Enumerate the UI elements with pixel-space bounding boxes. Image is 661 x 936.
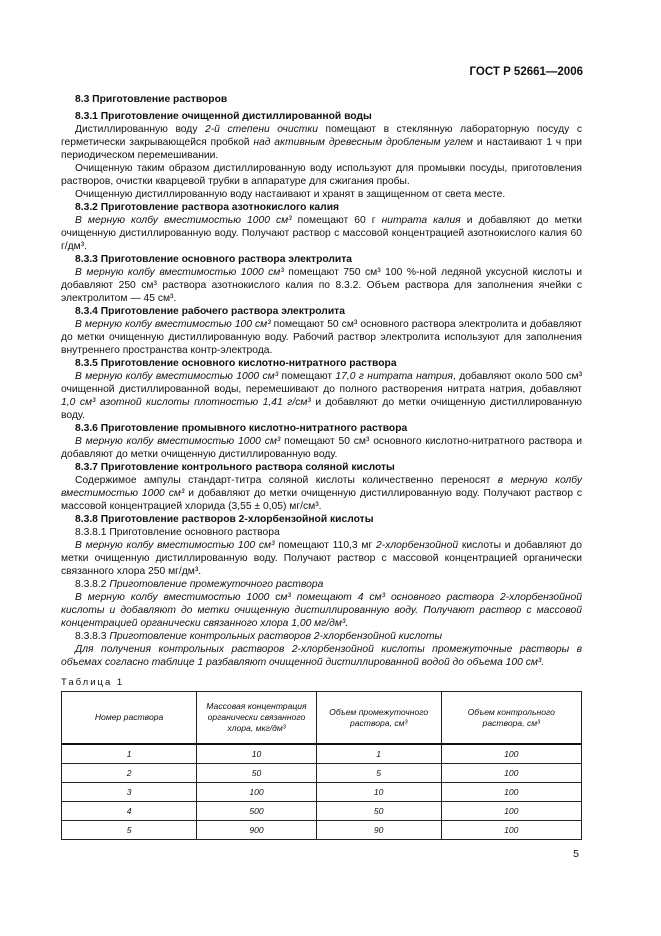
table-cell: 100 (441, 821, 581, 840)
section-8-3-8-3-heading: 8.3.8.3 Приготовление контрольных растворов 2-хлорбензойной кислоты (75, 631, 443, 642)
table-cell: 4 (62, 802, 197, 821)
table-cell: 5 (62, 821, 197, 840)
table-cell: 1 (62, 744, 197, 764)
section-8-3-1-paragraph-2: Очищенную таким образом дистиллированную воду используют для промывки посуды, приготовления растворов, очистки кварцевой трубки в аппаратуре для сжигания пробы. (61, 163, 582, 187)
table-cell: 100 (197, 783, 317, 802)
section-8-3-7-heading: 8.3.7 Приготовление контрольного раствора соляной кислоты (75, 462, 395, 473)
section-8-3-5-heading: 8.3.5 Приготовление основного кислотно-нитратного раствора (75, 358, 397, 369)
section-8-3-8-1-paragraph: В мерную колбу вместимостью 100 см³ помещают 110,3 мг 2-хлорбензойной кислоты и добавляют до метки очищенную дистиллированную воду. Получают раствор с массовой концентрацией органически связанного хлора 250 мг/дм³. (61, 540, 582, 577)
table-cell: 10 (316, 783, 441, 802)
table-cell: 2 (62, 764, 197, 783)
section-8-3-8-2-heading: 8.3.8.2 Приготовление промежуточного раствора (75, 579, 324, 590)
table-header-cell: Номер раствора (62, 692, 197, 745)
table-cell: 100 (441, 764, 581, 783)
table-cell: 90 (316, 821, 441, 840)
table-cell: 3 (62, 783, 197, 802)
table-row (62, 744, 582, 764)
table-cell: 50 (197, 764, 317, 783)
section-8-3-1-paragraph-3: Очищенную дистиллированную воду настаивают и хранят в защищенном от света месте. (75, 189, 506, 200)
table-cell: 500 (197, 802, 317, 821)
section-8-3-2-paragraph: В мерную колбу вместимостью 1000 см³ помещают 60 г нитрата калия и добавляют до метки очищенную дистиллированную воду. Получают раствор с массовой концентрацией азотнокислого калия 60 г/дм³. (61, 215, 583, 252)
table-cell: 900 (197, 821, 317, 840)
table-row (62, 764, 582, 783)
table-cell: 100 (441, 783, 581, 802)
section-8-3-8-1-heading: 8.3.8.1 Приготовление основного раствора (75, 527, 280, 538)
section-8-3-8-heading: 8.3.8 Приготовление растворов 2-хлорбензойной кислоты (75, 514, 374, 525)
table-cell: 50 (316, 802, 441, 821)
section-8-3-4-heading: 8.3.4 Приготовление рабочего раствора электролита (75, 306, 345, 317)
section-8-3-3-heading: 8.3.3 Приготовление основного раствора электролита (75, 254, 353, 265)
table-cell: 100 (441, 744, 581, 764)
section-8-3-5-paragraph: В мерную колбу вместимостью 1000 см³ помещают 17,0 г нитрата натрия, добавляют около 500 см³ очищенной дистиллированной воды, перемешивают до полного растворения нитрата натрия, добавляют 1,0 см³ азотной кислоты плотностью 1,41 г/см³ и добавляют до метки очищенную дистиллированную воду. (61, 371, 582, 421)
table-row (62, 783, 582, 802)
section-8-3-heading: 8.3 Приготовление растворов (75, 94, 228, 105)
section-8-3-8-2-paragraph: В мерную колбу вместимостью 1000 см³ помещают 4 см³ основного раствора 2-хлорбензойной кислоты и добавляют до метки очищенную дистиллированную воду. Получают раствор с массовой концентрацией органически связанного хлора 1,00 мг/дм³. (61, 592, 582, 629)
table-cell: 1 (316, 744, 441, 764)
table-caption: Таблица 1 (61, 677, 125, 688)
section-8-3-1-heading: 8.3.1 Приготовление очищенной дистиллированной воды (75, 111, 372, 122)
table-row (62, 821, 582, 840)
section-8-3-7-paragraph: Содержимое ампулы стандарт-титра соляной кислоты количественно переносят в мерную колбу вместимостью 1000 см³ и добавляют до метки очищенную дистиллированную воду. Получают раствор с массовой концентрацией хлорида (3,55 ± 0,05) мг/см³. (61, 475, 582, 512)
section-8-3-3-paragraph: В мерную колбу вместимостью 1000 см³ помещают 750 см³ 100 %-ной ледяной уксусной кислоты и добавляют 250 см³ раствора азотнокислого калия по 8.3.2. Объем раствора для заполнения ячейки с электролитом — 45 см³. (61, 267, 583, 304)
table-header-cell: Массовая концентрация органически связанного хлора, мкг/дм³ (197, 692, 317, 745)
section-8-3-6-heading: 8.3.6 Приготовление промывного кислотно-нитратного раствора (75, 423, 408, 434)
section-8-3-6-paragraph: В мерную колбу вместимостью 1000 см³ помещают 50 см³ основного кислотно-нитратного раствора и добавляют до метки очищенную дистиллированную воду. (61, 436, 583, 460)
table-header-cell: Объем промежуточного раствора, см³ (316, 692, 441, 745)
table-header-cell: Объем контрольного раствора, см³ (441, 692, 581, 745)
table-cell: 100 (441, 802, 581, 821)
section-8-3-2-heading: 8.3.2 Приготовление раствора азотнокислого калия (75, 202, 340, 213)
table-cell: 5 (316, 764, 441, 783)
document-code: ГОСТ Р 52661—2006 (469, 66, 583, 78)
table-header-row (62, 692, 582, 745)
section-8-3-4-paragraph: В мерную колбу вместимостью 100 см³ помещают 50 см³ основного раствора электролита и добавляют до метки очищенную дистиллированную воду. Рабочий раствор электролита используют для заполнения внутреннего пространства контр-электрода. (61, 319, 582, 356)
document-body (61, 93, 582, 669)
section-8-3-8-3-paragraph: Для получения контрольных растворов 2-хлорбензойной кислоты промежуточные растворы в объемах согласно таблице 1 разбавляют очищенной дистиллированной водой до объема 100 см³. (61, 644, 582, 668)
table-cell: 10 (197, 744, 317, 764)
page-number: 5 (573, 848, 579, 860)
table-row (62, 802, 582, 821)
data-table (61, 691, 582, 840)
section-8-3-1-paragraph-1: Дистиллированную воду 2-й степени очистки помещают в стеклянную лабораторную посуду с герметически закрывающейся пробкой над активным древесным дробленым углем и настаивают 1 ч при периодическом перемешивании. (61, 124, 583, 161)
